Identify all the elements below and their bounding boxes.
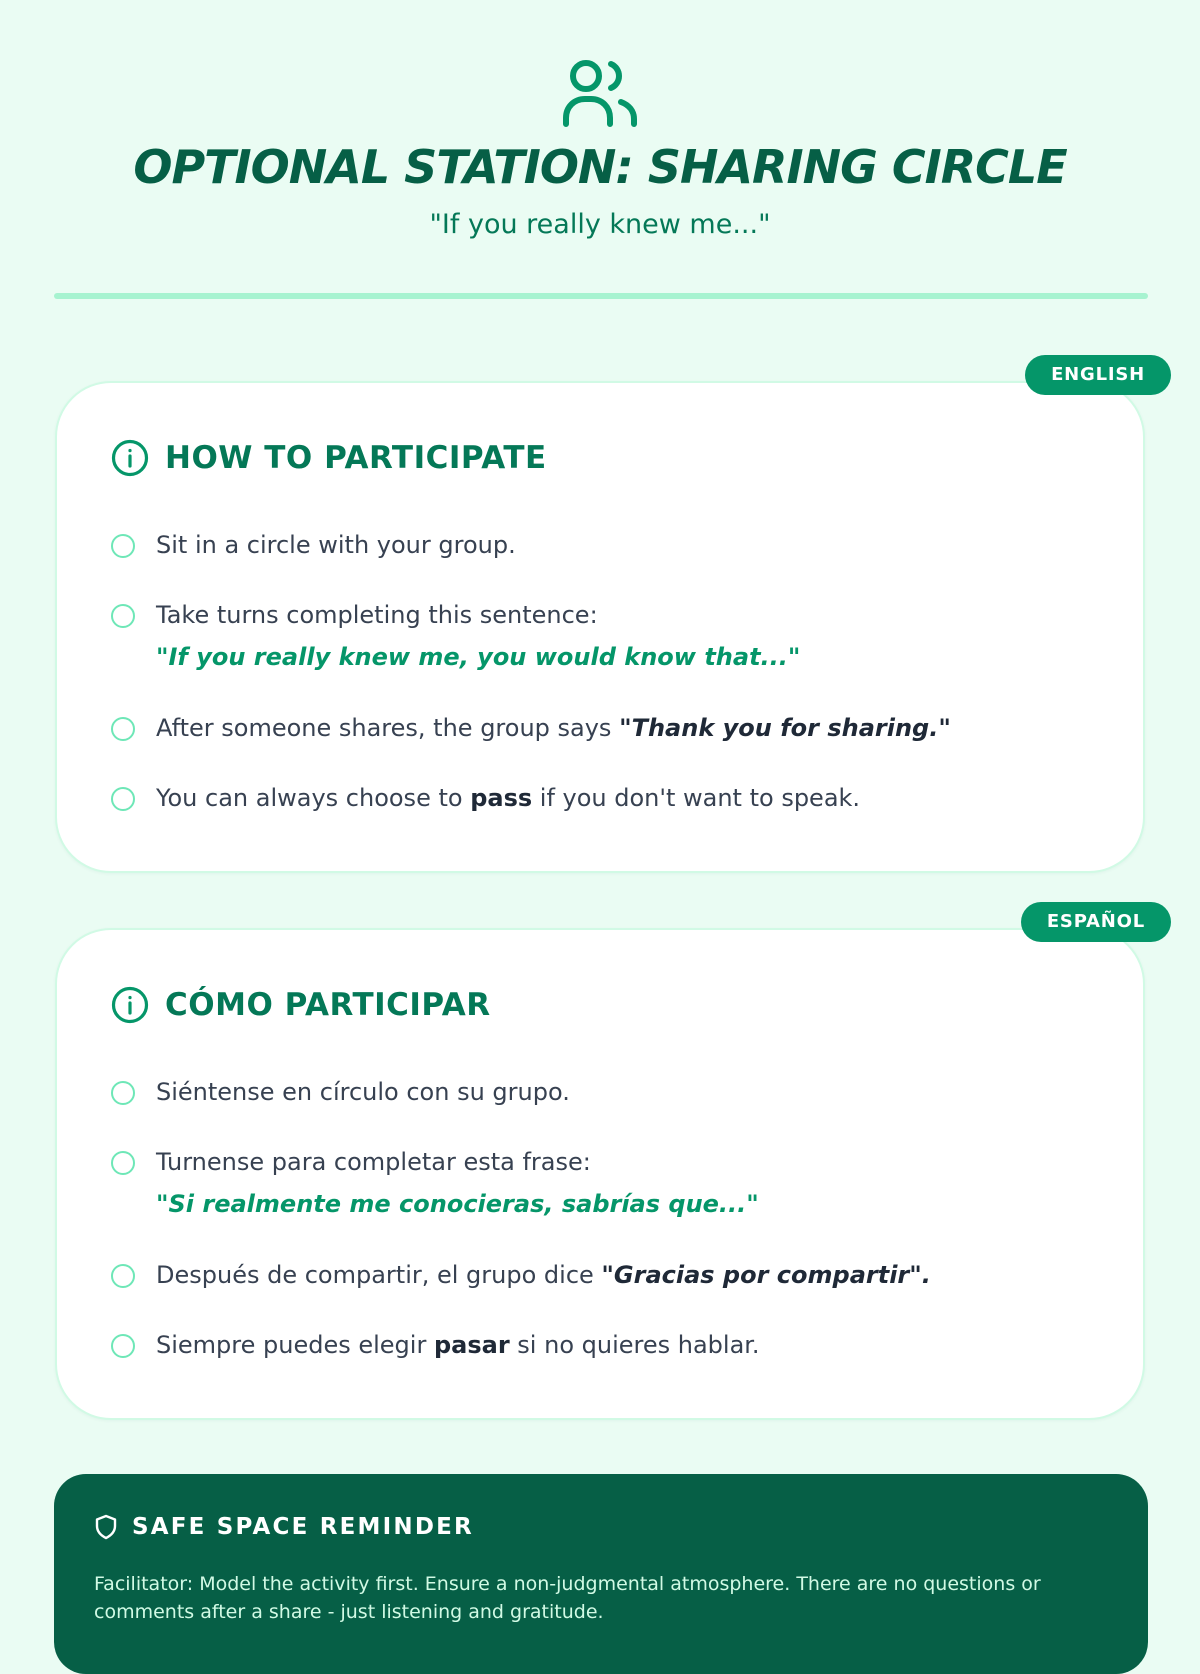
list-item bbox=[111, 1259, 1103, 1329]
sentence-prompt: "Si realmente me conocieras, sabrías que..." bbox=[156, 1190, 759, 1218]
shield-icon bbox=[94, 1514, 118, 1540]
step-text: After someone shares, the group says bbox=[156, 714, 620, 742]
circle-bullet-icon bbox=[111, 1334, 135, 1358]
list-item bbox=[111, 712, 1103, 782]
circle-bullet-icon bbox=[111, 1264, 135, 1288]
group-response: "Thank you for sharing." bbox=[619, 714, 951, 742]
step-text: Turnense para completar esta frase: bbox=[156, 1148, 591, 1176]
list-item bbox=[111, 782, 1103, 852]
list-item bbox=[111, 599, 1103, 712]
language-badge-spanish: ESPAÑOL bbox=[1021, 902, 1171, 942]
list-item bbox=[111, 529, 1103, 599]
circle-bullet-icon bbox=[111, 1151, 135, 1175]
reminder-heading bbox=[94, 1514, 474, 1540]
reminder-title: SAFE SPACE REMINDER bbox=[132, 1514, 474, 1540]
card-title: HOW TO PARTICIPATE bbox=[165, 440, 547, 476]
sentence-prompt: "If you really knew me, you would know that..." bbox=[156, 643, 801, 671]
steps-list bbox=[111, 1076, 1103, 1399]
list-item bbox=[111, 1076, 1103, 1146]
circle-bullet-icon bbox=[111, 1081, 135, 1105]
header-divider bbox=[54, 293, 1148, 299]
step-text-after: si no quieres hablar. bbox=[509, 1331, 760, 1359]
card-heading bbox=[111, 439, 547, 477]
steps-list bbox=[111, 529, 1103, 852]
circle-bullet-icon bbox=[111, 604, 135, 628]
card-title: CÓMO PARTICIPAR bbox=[165, 987, 491, 1023]
info-icon bbox=[111, 986, 149, 1024]
circle-bullet-icon bbox=[111, 787, 135, 811]
list-item bbox=[111, 1329, 1103, 1399]
english-instructions-card bbox=[55, 364, 1145, 873]
step-text: Siéntense en círculo con su grupo. bbox=[156, 1078, 570, 1106]
group-response: "Gracias por compartir". bbox=[601, 1261, 931, 1289]
circle-bullet-icon bbox=[111, 717, 135, 741]
page-title: OPTIONAL STATION: SHARING CIRCLE bbox=[133, 140, 1067, 194]
info-icon bbox=[111, 439, 149, 477]
safe-space-reminder bbox=[54, 1474, 1148, 1674]
spanish-instructions-card bbox=[55, 911, 1145, 1420]
step-text-before: Siempre puedes elegir bbox=[156, 1331, 434, 1359]
pass-keyword: pasar bbox=[433, 1331, 510, 1359]
card-heading bbox=[111, 986, 491, 1024]
language-badge-english: ENGLISH bbox=[1025, 355, 1171, 395]
pass-keyword: pass bbox=[470, 784, 533, 812]
step-text-before: You can always choose to bbox=[156, 784, 471, 812]
list-item bbox=[111, 1146, 1103, 1259]
users-icon bbox=[561, 58, 639, 130]
step-text-after: if you don't want to speak. bbox=[532, 784, 861, 812]
step-text: Sit in a circle with your group. bbox=[156, 531, 516, 559]
page-header bbox=[0, 0, 1200, 240]
circle-bullet-icon bbox=[111, 534, 135, 558]
page-subtitle: "If you really knew me..." bbox=[429, 208, 771, 240]
step-text: Take turns completing this sentence: bbox=[156, 601, 598, 629]
reminder-text: Facilitator: Model the activity first. Ensure a non-judgmental atmosphere. There are no questions or comments after a share - just listening and gratitude. bbox=[94, 1573, 1041, 1623]
step-text: Después de compartir, el grupo dice bbox=[156, 1261, 602, 1289]
